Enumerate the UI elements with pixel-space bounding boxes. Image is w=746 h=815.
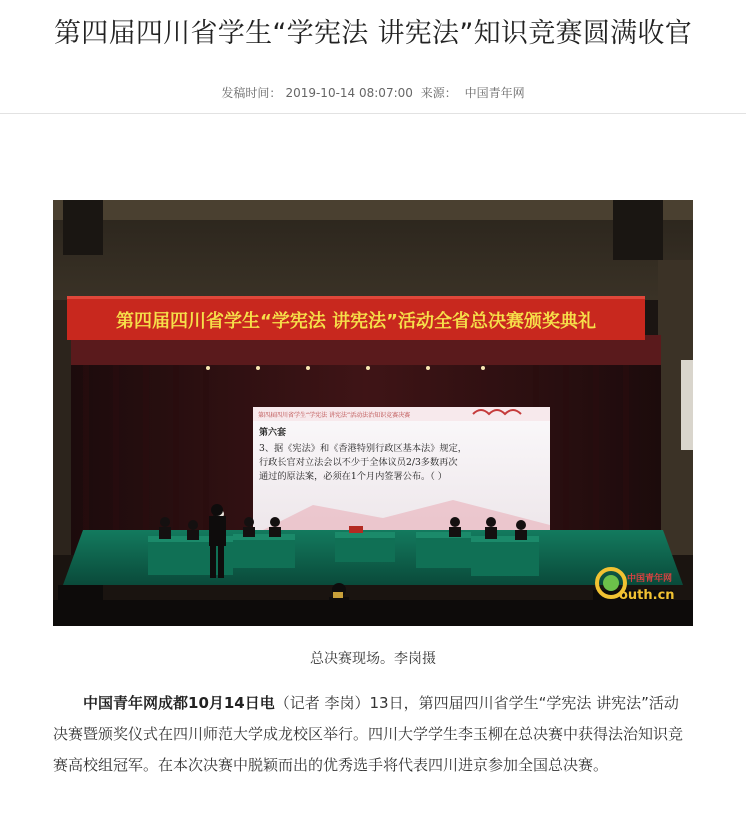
photo-caption: 总决赛现场。李岗摄 [310, 651, 436, 667]
article-body [53, 688, 693, 781]
contestant-desk [233, 534, 295, 568]
article-title: 第四届四川省学生“学宪法 讲宪法”知识竞赛圆满收官 [53, 18, 693, 49]
screen-header: 第四届四川省学生“学宪法 讲宪法”活动法治知识竞赛决赛 [258, 412, 411, 419]
contestant-desk [416, 532, 471, 568]
screen-question-line2: 行政长官对立法会以不少于全体议员2/3多数再次 [259, 457, 458, 468]
photo-scene [53, 200, 693, 626]
speaker-box [63, 200, 103, 255]
watermark-en: outh.cn [619, 588, 675, 603]
wall-door [681, 360, 693, 450]
source-label: 来源： [420, 86, 457, 100]
contestant-desk [471, 536, 539, 576]
banner-text: 第四届四川省学生“学宪法 讲宪法”活动全省总决赛颁奖典礼 [116, 311, 596, 332]
dateline: 中国青年网成都10月14日电 [83, 694, 275, 712]
header-divider [0, 113, 746, 114]
publish-time: 2019-10-14 08:07:00 [285, 86, 413, 100]
speaker-box [613, 200, 663, 260]
article-photo [53, 200, 693, 626]
screen-question-line3: 通过的原法案，必须在1个月内签署公布。（ ） [259, 471, 447, 482]
source-link[interactable]: 中国青年网 [464, 86, 525, 100]
body-paragraph: （记者 李岗）13日，第四届四川省学生“学宪法 讲宪法”活动决赛暨颁奖仪式在四川师范大学成龙校区举行。四川大学学生李玉柳在总决赛中获得法治知识竞赛高校组冠军。在本次决赛中脱颖而出的优秀选手将代表四川进京参加全国总决赛。 [53, 694, 684, 774]
watermark-cn: 中国青年网 [627, 574, 673, 584]
screen-question-line1: 3、据《宪法》和《香港特别行政区基本法》规定， [259, 443, 467, 454]
article-meta [0, 84, 746, 102]
screen-round: 第六套 [259, 428, 287, 438]
publish-time-label: 发稿时间： [221, 86, 282, 100]
